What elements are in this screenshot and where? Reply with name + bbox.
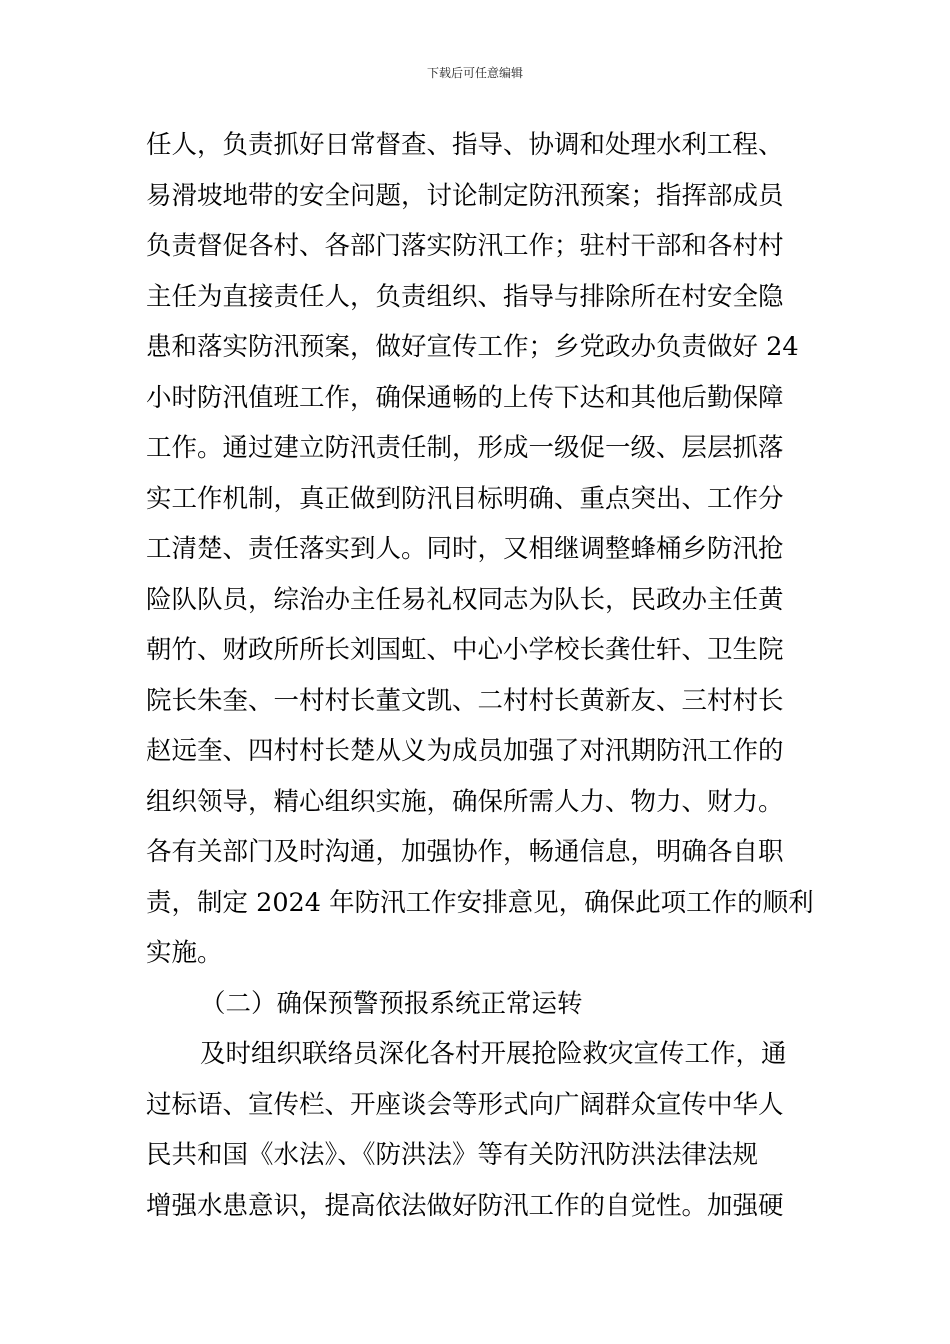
text-line: 过标语、宣传栏、开座谈会等形式向广阔群众宣传中华人 [146, 1089, 784, 1120]
document-body [146, 120, 814, 1231]
page-header: 下载后可任意编辑 [426, 66, 523, 80]
text-line: 民共和国《水法》、《防洪法》等有关防汛防洪法律法规 [146, 1140, 759, 1170]
text-line: 工清楚、责任落实到人。同时，又相继调整蜂桶乡防汛抢 [146, 534, 784, 564]
text-line: 任人，负责抓好日常督查、指导、协调和处理水利工程、 [146, 130, 784, 160]
text-line: 主任为直接责任人，负责组织、指导与排除所在村安全隐 [146, 281, 784, 312]
text-line: 及时组织联络员深化各村开展抢险救灾宣传工作，通 [200, 1039, 787, 1069]
text-line: 各有关部门及时沟通，加强协作，畅通信息，明确各自职 [146, 837, 784, 867]
text-line: 小时防汛值班工作，确保通畅的上传下达和其他后勤保障 [146, 382, 784, 413]
text-line: 朝竹、财政所所长刘国虹、中心小学校长龚仕轩、卫生院 [146, 635, 784, 665]
text-line: 患和落实防汛预案，做好宣传工作；乡党政办负责做好 24 [146, 332, 799, 362]
text-line: 负责督促各村、各部门落实防汛工作；驻村干部和各村村 [146, 231, 784, 261]
section-heading: （二）确保预警预报系统正常运转 [200, 988, 583, 1019]
text-line: 实施。 [146, 938, 223, 968]
text-line: 组织领导，精心组织实施，确保所需人力、物力、财力。 [146, 786, 784, 817]
text-line: 赵远奎、四村村长楚从义为成员加强了对汛期防汛工作的 [146, 736, 784, 766]
text-line: 院长朱奎、一村村长董文凯、二村村长黄新友、三村村长 [146, 685, 784, 716]
text-line: 工作。通过建立防汛责任制，形成一级促一级、层层抓落 [146, 433, 784, 463]
text-line: 增强水患意识，提高依法做好防汛工作的自觉性。加强硬 [146, 1190, 784, 1221]
text-line: 险队队员，综治办主任易礼权同志为队长，民政办主任黄 [146, 584, 784, 615]
text-line: 易滑坡地带的安全问题，讨论制定防汛预案；指挥部成员 [146, 180, 784, 211]
text-line: 实工作机制，真正做到防汛目标明确、重点突出、工作分 [146, 483, 784, 514]
text-line: 责，制定 2024 年防汛工作安排意见，确保此项工作的顺利 [146, 887, 814, 918]
